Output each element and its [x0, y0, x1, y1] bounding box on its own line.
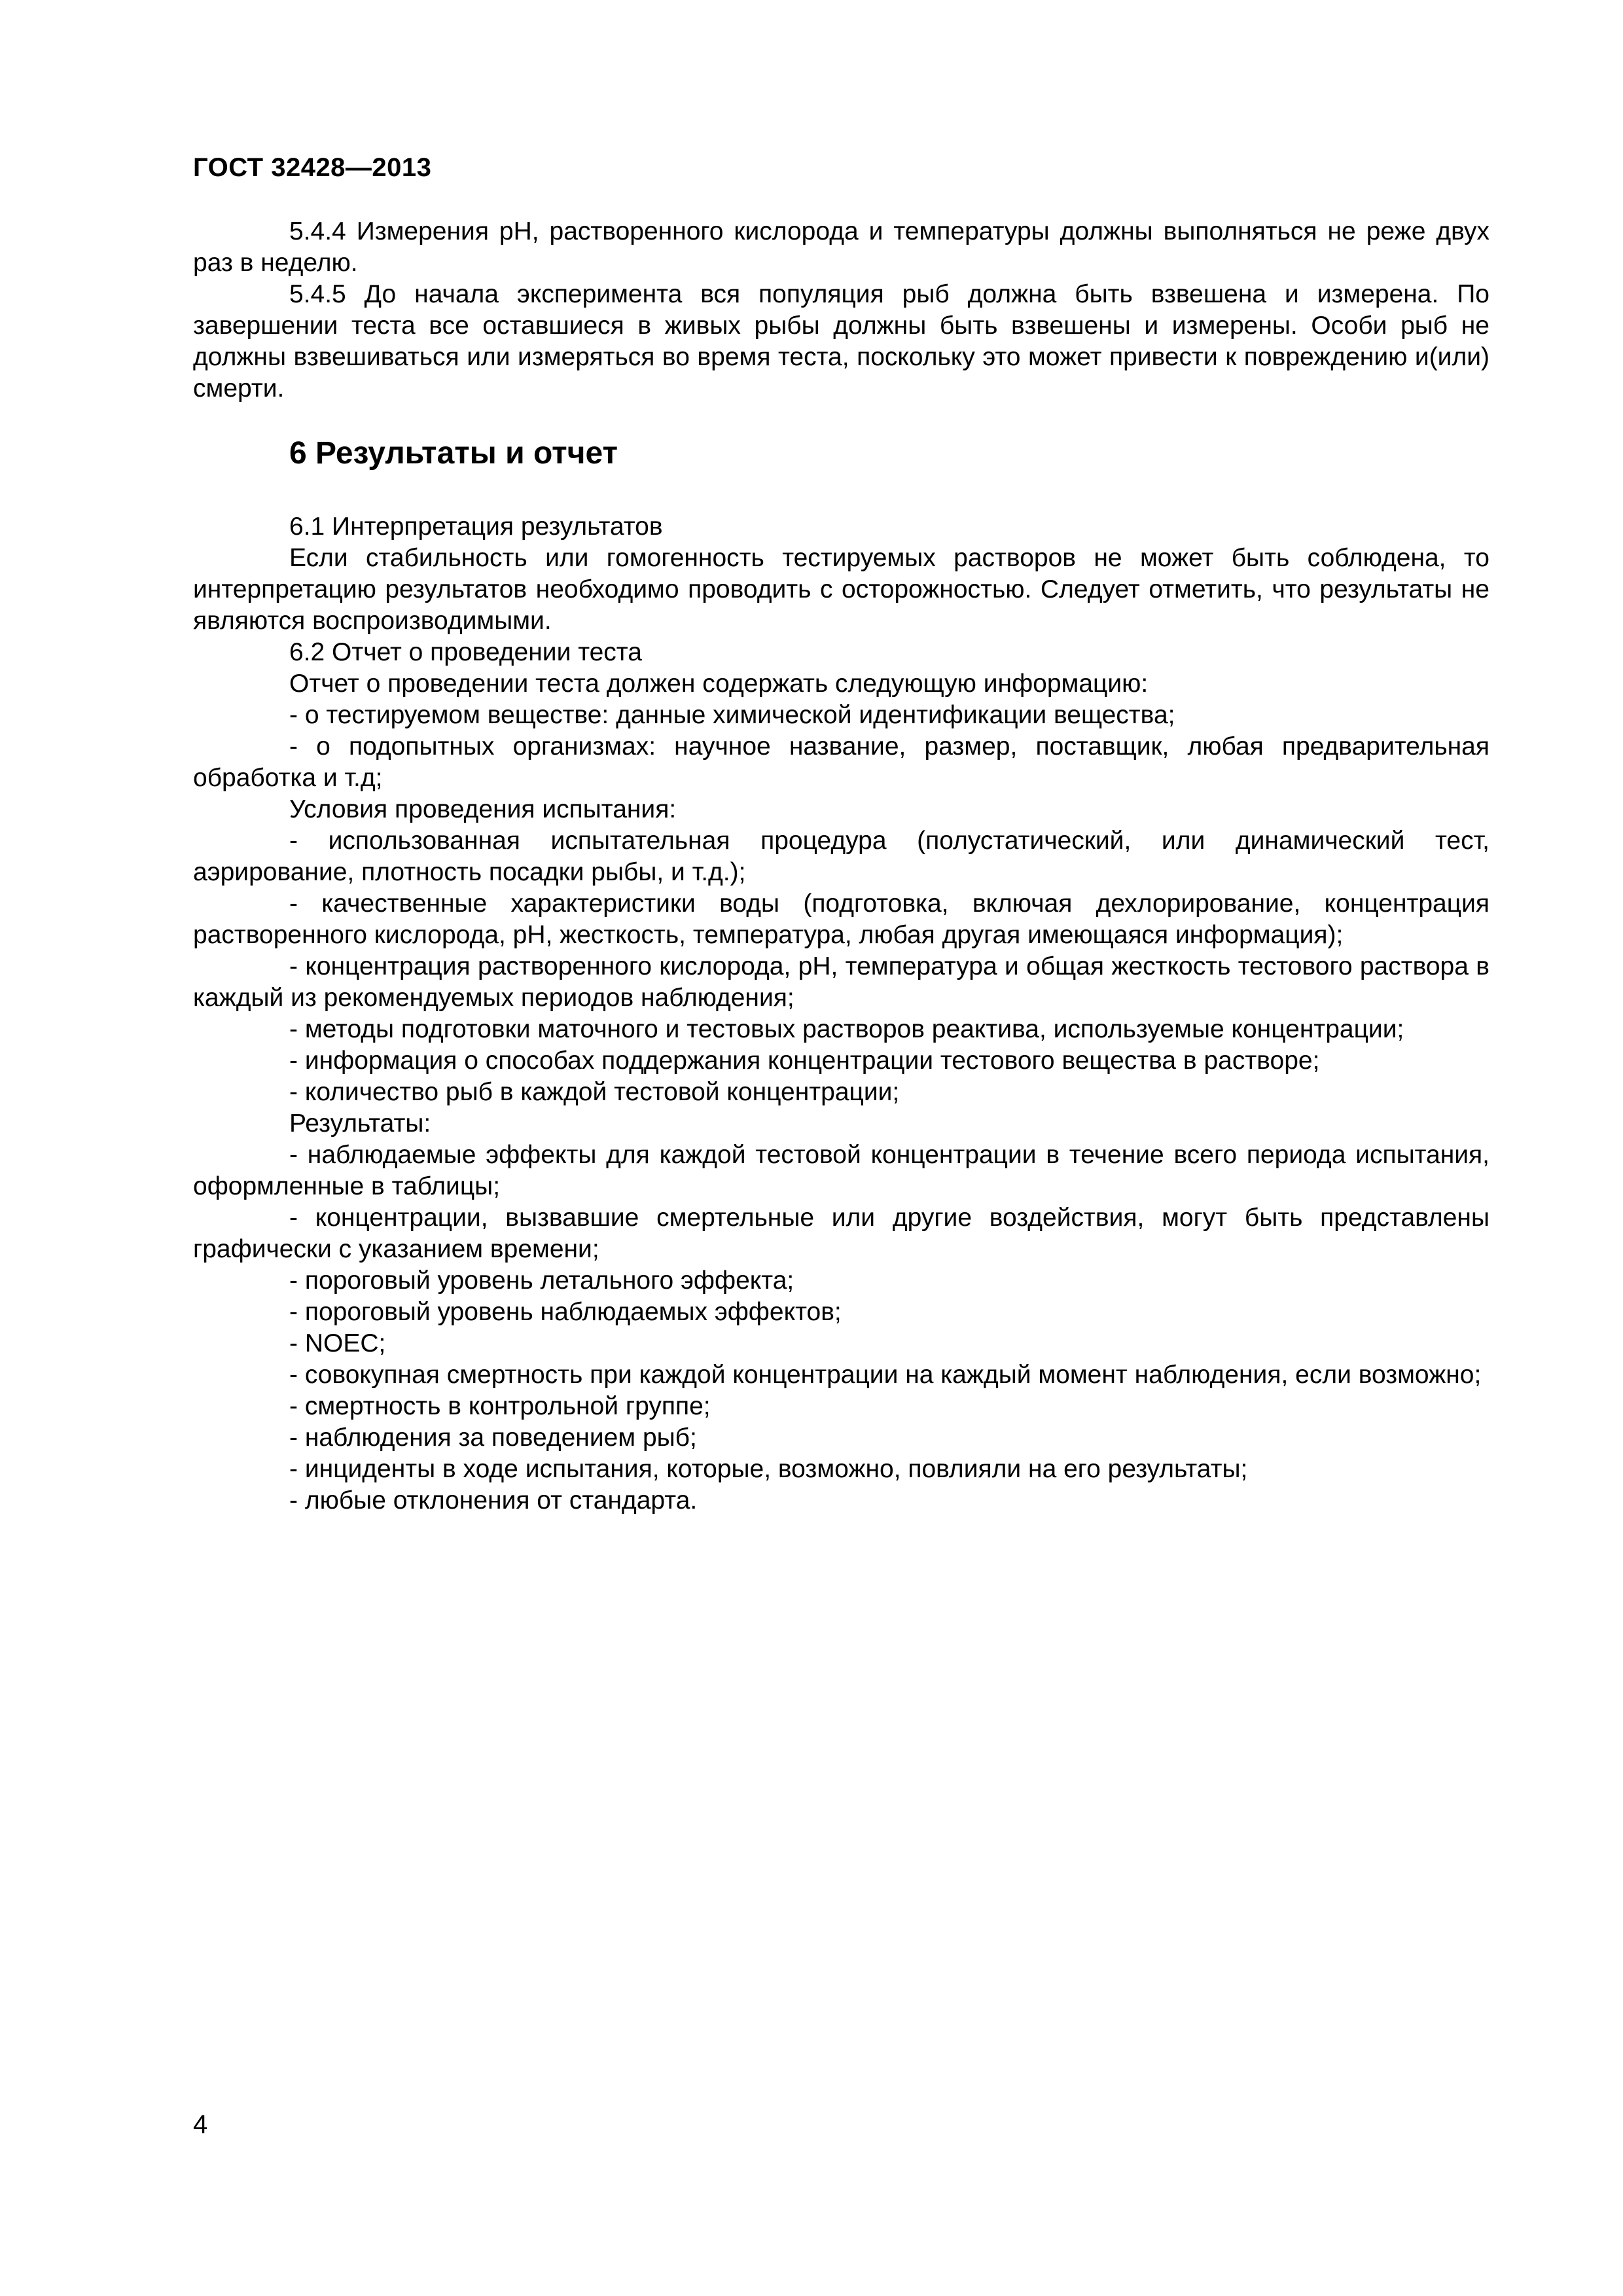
list-heading-results: Результаты: [289, 1109, 431, 1138]
document-code-header: ГОСТ 32428—2013 [193, 153, 432, 182]
list-item: - наблюдаемые эффекты для каждой тестовой концентрации в течение всего периода испытания, оформленные в таблицы; [193, 1141, 1489, 1200]
paragraph-report-intro: Отчет о проведении теста должен содержать следующую информацию: [289, 670, 1149, 698]
subheading-6-2: 6.2 Отчет о проведении теста [289, 638, 642, 666]
paragraph-5-4-5: 5.4.5 До начала эксперимента вся популяция рыб должна быть взвешена и измерена. По завершении теста все оставшиеся в живых рыбы должны быть взвешены и измерены. Особи рыб не должны взвешиваться или измеряться во время теста, поскольку это может привести к повреждению и(или) смерти. [193, 280, 1489, 403]
list-item: - пороговый уровень летального эффекта; [289, 1266, 794, 1295]
section-5-4-continuation [193, 216, 1489, 404]
list-item: - концентрация растворенного кислорода, рН, температура и общая жесткость тестового раствора в каждый из рекомендуемых периодов наблюдения; [193, 952, 1489, 1012]
list-item: - методы подготовки маточного и тестовых растворов реактива, используемые концентрации; [289, 1015, 1404, 1043]
list-item: - NOEC; [289, 1329, 386, 1357]
list-item: - инциденты в ходе испытания, которые, возможно, повлияли на его результаты; [289, 1455, 1248, 1483]
list-item: - качественные характеристики воды (подготовка, включая дехлорирование, концентрация растворенного кислорода, рН, жесткость, температура, любая другая имеющаяся информация); [193, 889, 1489, 949]
list-item: - использованная испытательная процедура (полустатический, или динамический тест, аэрирование, плотность посадки рыбы, и т.д.); [193, 827, 1489, 886]
list-item: - о тестируемом веществе: данные химической идентификации вещества; [289, 701, 1175, 729]
list-item: - количество рыб в каждой тестовой концентрации; [289, 1078, 900, 1106]
list-item: - о подопытных организмах: научное название, размер, поставщик, любая предварительная обработка и т.д; [193, 732, 1489, 792]
paragraph-5-4-4: 5.4.4 Измерения рН, растворенного кислорода и температуры должны выполняться не реже двух раз в неделю. [193, 217, 1489, 277]
list-item: - любые отклонения от стандарта. [289, 1486, 698, 1515]
subheading-6-1: 6.1 Интерпретация результатов [289, 512, 663, 541]
list-item: - информация о способах поддержания концентрации тестового вещества в растворе; [289, 1047, 1320, 1075]
paragraph-interpretation: Если стабильность или гомогенность тестируемых растворов не может быть соблюдена, то интерпретацию результатов необходимо проводить с осторожностью. Следует отметить, что результаты не являются воспроизводимыми. [193, 544, 1489, 635]
list-item: - пороговый уровень наблюдаемых эффектов; [289, 1298, 842, 1326]
list-item: - концентрации, вызвавшие смертельные или другие воздействия, могут быть представлены графически с указанием времени; [193, 1204, 1489, 1263]
section-6-body [193, 511, 1489, 1516]
section-heading-6: 6 Результаты и отчет [289, 436, 618, 471]
page-number: 4 [193, 2110, 208, 2139]
list-heading-conditions: Условия проведения испытания: [289, 795, 677, 823]
list-item: - совокупная смертность при каждой концентрации на каждый момент наблюдения, если возможно; [289, 1361, 1482, 1389]
list-item: - смертность в контрольной группе; [289, 1392, 711, 1420]
list-item: - наблюдения за поведением рыб; [289, 1424, 697, 1452]
